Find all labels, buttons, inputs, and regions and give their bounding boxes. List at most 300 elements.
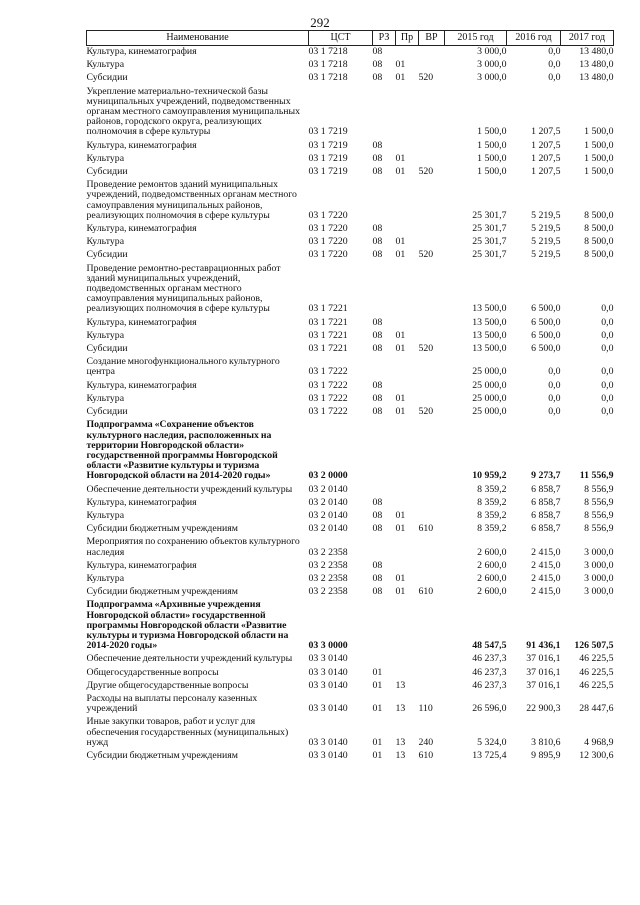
row-value-2017: 0,0 (601, 406, 614, 418)
row-pr (396, 497, 419, 510)
row-cst: 03 3 0000 (308, 640, 348, 652)
row-name: Обеспечение деятельности учреждений культуры (86, 483, 293, 495)
row-cst: 03 2 0140 (308, 509, 348, 521)
row-value-2015: 25 301,7 (472, 236, 507, 248)
row-name: Субсидии бюджетным учреждениям (86, 586, 238, 598)
row-cst: 03 1 7221 (308, 316, 348, 328)
row-value-2016: 2 415,0 (531, 572, 561, 584)
row-value-2017: 0,0 (601, 379, 614, 391)
row-value-2017: 1 500,0 (584, 139, 614, 151)
row-name: Культура (86, 152, 125, 164)
row-value-2016: 0,0 (548, 406, 561, 418)
row-value-2016: 91 436,1 (526, 640, 561, 652)
row-pr: 13 (395, 736, 406, 748)
row-cst: 03 2 0140 (308, 496, 348, 508)
row-value-2016: 1 207,5 (531, 126, 561, 138)
row-rz: 01 (372, 666, 383, 678)
row-value-2016: 0,0 (548, 379, 561, 391)
row-vr (419, 236, 445, 249)
row-cst: 03 1 7219 (308, 139, 348, 151)
row-value-2016: 0,0 (548, 72, 561, 84)
row-value-2017: 0,0 (601, 392, 614, 404)
table-row (87, 166, 614, 179)
row-value-2016: 0,0 (548, 392, 561, 404)
row-name: Укрепление материально-технической базы муниципальных учреждений, подведомственных органам местного самоуправления муниципальных районов, городского округа, реализующих полномочия в сфере культуры (86, 85, 301, 138)
table-row (87, 179, 614, 223)
row-vr (419, 86, 445, 140)
row-cst: 03 1 7221 (308, 303, 348, 315)
row-vr (419, 317, 445, 330)
row-name: Субсидии бюджетным учреждениям (86, 749, 238, 761)
row-vr (419, 680, 445, 693)
row-value-2017: 0,0 (601, 366, 614, 378)
table-row (87, 523, 614, 536)
row-cst: 03 2 0140 (308, 483, 348, 495)
subprogram-row (87, 599, 614, 653)
table-row (87, 750, 614, 763)
row-value-2015: 1 500,0 (477, 166, 507, 178)
row-pr (396, 667, 419, 680)
table-row (87, 72, 614, 85)
row-rz: 08 (372, 559, 383, 571)
row-value-2016: 9 273,7 (531, 470, 561, 482)
row-cst: 03 2 2358 (308, 546, 348, 558)
row-pr: 01 (395, 152, 406, 164)
row-name: Культура (86, 572, 125, 584)
row-value-2016: 5 219,5 (531, 249, 561, 261)
row-rz: 08 (372, 166, 383, 178)
column-header-rz: РЗ (373, 31, 396, 46)
row-vr (419, 153, 445, 166)
row-name: Культура (86, 59, 125, 71)
table-row (87, 343, 614, 356)
row-vr: 520 (418, 343, 434, 355)
row-rz: 08 (372, 236, 383, 248)
row-value-2017: 8 500,0 (584, 249, 614, 261)
row-value-2016: 6 500,0 (531, 303, 561, 315)
row-name: Культура (86, 392, 125, 404)
row-vr: 110 (418, 703, 433, 715)
row-value-2015: 26 596,0 (472, 703, 507, 715)
row-value-2016: 1 207,5 (531, 166, 561, 178)
row-value-2017: 3 000,0 (584, 572, 614, 584)
row-rz: 08 (372, 523, 383, 535)
column-header-vr: ВР (419, 31, 445, 46)
row-value-2016: 37 016,1 (526, 666, 561, 678)
row-pr (396, 484, 419, 497)
row-value-2017: 8 556,9 (584, 496, 614, 508)
row-pr: 01 (395, 72, 406, 84)
row-value-2015: 46 237,3 (472, 666, 507, 678)
row-pr (396, 223, 419, 236)
row-value-2016: 1 207,5 (531, 139, 561, 151)
row-cst: 03 2 0000 (308, 470, 348, 482)
row-pr: 01 (395, 249, 406, 261)
row-value-2015: 46 237,3 (472, 679, 507, 691)
table-row (87, 317, 614, 330)
row-value-2015: 8 359,2 (477, 509, 507, 521)
table-row (87, 330, 614, 343)
row-pr (396, 46, 419, 60)
row-value-2015: 2 600,0 (477, 572, 507, 584)
table-row (87, 59, 614, 72)
row-name: Иные закупки товаров, работ и услуг для обеспечения государственных (муниципальных) нужд (86, 716, 289, 748)
row-rz: 08 (372, 343, 383, 355)
table-row (87, 406, 614, 419)
table-row (87, 236, 614, 249)
row-value-2017: 12 300,6 (579, 749, 614, 761)
row-value-2015: 13 500,0 (472, 303, 507, 315)
row-vr (419, 510, 445, 523)
row-value-2015: 25 301,7 (472, 223, 507, 235)
row-vr (419, 599, 445, 653)
row-rz: 01 (372, 736, 383, 748)
row-name: Культура (86, 509, 125, 521)
row-cst: 03 3 0140 (308, 736, 348, 748)
row-value-2017: 13 480,0 (579, 46, 614, 57)
row-vr: 610 (418, 749, 434, 761)
row-vr (419, 330, 445, 343)
table-row (87, 573, 614, 586)
row-pr (396, 86, 419, 140)
table-row (87, 46, 614, 60)
table-row (87, 693, 614, 716)
row-pr: 13 (395, 749, 406, 761)
row-vr (419, 393, 445, 406)
row-value-2017: 4 968,9 (584, 736, 614, 748)
row-rz (373, 653, 396, 666)
row-value-2015: 3 000,0 (477, 59, 507, 71)
row-cst: 03 1 7218 (308, 59, 348, 71)
row-rz: 08 (372, 406, 383, 418)
row-vr: 610 (418, 586, 434, 598)
table-row (87, 497, 614, 510)
table-row (87, 653, 614, 666)
row-value-2016: 6 858,7 (531, 496, 561, 508)
row-cst: 03 3 0140 (308, 653, 348, 665)
table-row (87, 484, 614, 497)
row-rz (373, 536, 396, 559)
row-value-2015: 25 000,0 (472, 406, 507, 418)
row-vr (419, 484, 445, 497)
row-value-2017: 1 500,0 (584, 126, 614, 138)
row-value-2015: 1 500,0 (477, 139, 507, 151)
row-value-2016: 2 415,0 (531, 586, 561, 598)
row-pr: 01 (395, 329, 406, 341)
row-value-2015: 48 547,5 (472, 640, 507, 652)
row-value-2017: 8 556,9 (584, 523, 614, 535)
row-name: Общегосударственные вопросы (86, 666, 219, 678)
row-value-2016: 6 858,7 (531, 523, 561, 535)
row-value-2015: 3 000,0 (477, 46, 507, 57)
row-value-2015: 3 000,0 (477, 72, 507, 84)
row-value-2016: 6 500,0 (531, 329, 561, 341)
row-name: Подпрограмма «Архивные учреждения Новгородской области» государственной программы Новгородской области «Развитие культуры и туризма Новгородской области на 2014-2020 годы» (86, 599, 289, 652)
row-name: Субсидии (86, 343, 128, 355)
row-cst: 03 2 2358 (308, 572, 348, 584)
row-pr (396, 263, 419, 317)
row-name: Субсидии (86, 406, 128, 418)
row-value-2016: 0,0 (548, 366, 561, 378)
table-row (87, 153, 614, 166)
row-value-2015: 8 359,2 (477, 483, 507, 495)
row-value-2017: 3 000,0 (584, 546, 614, 558)
row-rz: 08 (372, 316, 383, 328)
row-pr (396, 536, 419, 559)
row-cst: 03 3 0140 (308, 749, 348, 761)
row-vr (419, 356, 445, 379)
row-name: Субсидии (86, 249, 128, 261)
column-header-2016: 2016 год (507, 31, 561, 46)
row-vr (419, 263, 445, 317)
row-pr (396, 179, 419, 223)
row-value-2017: 0,0 (601, 343, 614, 355)
budget-table (86, 30, 614, 763)
table-row (87, 380, 614, 393)
row-value-2016: 6 500,0 (531, 343, 561, 355)
row-pr: 01 (395, 236, 406, 248)
row-value-2017: 0,0 (601, 316, 614, 328)
row-pr (396, 560, 419, 573)
column-header-name: Наименование (87, 31, 309, 46)
row-value-2015: 1 500,0 (477, 126, 507, 138)
row-vr (419, 667, 445, 680)
row-name: Создание многофункционального культурного центра (86, 356, 280, 378)
row-vr: 520 (418, 406, 434, 418)
row-value-2016: 2 415,0 (531, 546, 561, 558)
row-value-2015: 46 237,3 (472, 653, 507, 665)
row-value-2017: 8 500,0 (584, 223, 614, 235)
row-value-2015: 2 600,0 (477, 559, 507, 571)
row-rz: 08 (372, 586, 383, 598)
table-row (87, 223, 614, 236)
row-pr: 13 (395, 679, 406, 691)
table-header (87, 31, 614, 46)
row-value-2016: 5 219,5 (531, 209, 561, 221)
row-pr (396, 419, 419, 483)
row-value-2017: 46 225,5 (579, 653, 614, 665)
row-rz: 08 (372, 572, 383, 584)
row-name: Подпрограмма «Сохранение объектов культурного наследия, расположенных на территории Новгородской области» государственной программы Новгородской области «Развитие культуры и туризма Новгородской области на 2014-2020 годы» (86, 419, 278, 482)
row-pr: 01 (395, 523, 406, 535)
table-row (87, 393, 614, 406)
row-cst: 03 1 7219 (308, 152, 348, 164)
row-name: Культура, кинематография (86, 559, 197, 571)
row-value-2015: 13 500,0 (472, 329, 507, 341)
row-value-2017: 28 447,6 (579, 703, 614, 715)
row-value-2015: 13 500,0 (472, 343, 507, 355)
row-cst: 03 1 7222 (308, 406, 348, 418)
row-value-2017: 13 480,0 (579, 72, 614, 84)
row-value-2016: 0,0 (548, 59, 561, 71)
row-value-2015: 25 301,7 (472, 209, 507, 221)
row-value-2016: 6 858,7 (531, 483, 561, 495)
column-header-2017: 2017 год (561, 31, 614, 46)
row-pr: 01 (395, 59, 406, 71)
row-name: Культура, кинематография (86, 46, 197, 57)
row-rz: 08 (372, 72, 383, 84)
row-value-2017: 1 500,0 (584, 166, 614, 178)
row-value-2016: 5 219,5 (531, 223, 561, 235)
row-cst: 03 3 0140 (308, 703, 348, 715)
row-vr (419, 380, 445, 393)
row-name: Культура, кинематография (86, 379, 197, 391)
row-cst: 03 1 7222 (308, 379, 348, 391)
row-value-2017: 46 225,5 (579, 679, 614, 691)
row-name: Субсидии бюджетным учреждениям (86, 523, 238, 535)
row-name: Расходы на выплаты персоналу казенных учреждений (86, 692, 258, 715)
row-rz: 08 (372, 509, 383, 521)
row-vr: 520 (418, 166, 434, 178)
row-cst: 03 3 0140 (308, 679, 348, 691)
row-pr: 01 (395, 392, 406, 404)
table-row (87, 716, 614, 750)
row-pr (396, 356, 419, 379)
row-rz: 01 (372, 703, 383, 715)
table-row (87, 140, 614, 153)
row-rz: 08 (372, 46, 383, 57)
row-name: Мероприятия по сохранению объектов культурного наследия (86, 536, 300, 558)
row-value-2017: 126 507,5 (574, 640, 614, 652)
row-value-2015: 8 359,2 (477, 523, 507, 535)
row-value-2017: 8 500,0 (584, 236, 614, 248)
row-value-2017: 13 480,0 (579, 59, 614, 71)
row-vr: 520 (418, 72, 434, 84)
table-row (87, 560, 614, 573)
row-value-2016: 37 016,1 (526, 653, 561, 665)
row-vr: 520 (418, 249, 434, 261)
row-name: Культура, кинематография (86, 223, 197, 235)
row-value-2015: 1 500,0 (477, 152, 507, 164)
table-row (87, 249, 614, 262)
row-vr (419, 536, 445, 559)
row-vr (419, 573, 445, 586)
row-vr (419, 46, 445, 60)
row-vr (419, 653, 445, 666)
row-rz (373, 599, 396, 653)
row-cst: 03 1 7219 (308, 126, 348, 138)
row-rz (373, 179, 396, 223)
row-value-2015: 2 600,0 (477, 586, 507, 598)
row-rz: 08 (372, 59, 383, 71)
table-row (87, 586, 614, 599)
row-value-2015: 13 725,4 (472, 749, 507, 761)
row-value-2015: 8 359,2 (477, 496, 507, 508)
row-value-2017: 8 500,0 (584, 209, 614, 221)
row-name: Культура (86, 236, 125, 248)
row-pr (396, 317, 419, 330)
row-cst: 03 2 0140 (308, 523, 348, 535)
row-cst: 03 1 7220 (308, 223, 348, 235)
row-pr: 01 (395, 509, 406, 521)
row-name: Субсидии (86, 166, 128, 178)
row-pr (396, 599, 419, 653)
row-pr: 01 (395, 586, 406, 598)
row-rz: 08 (372, 249, 383, 261)
column-header-pr: Пр (396, 31, 419, 46)
table-row (87, 680, 614, 693)
row-value-2017: 0,0 (601, 303, 614, 315)
row-cst: 03 2 2358 (308, 559, 348, 571)
row-vr (419, 59, 445, 72)
row-pr (396, 653, 419, 666)
table-row (87, 667, 614, 680)
table-row (87, 536, 614, 559)
row-pr (396, 380, 419, 393)
row-rz: 01 (372, 679, 383, 691)
row-value-2015: 13 500,0 (472, 316, 507, 328)
row-vr (419, 179, 445, 223)
row-vr (419, 223, 445, 236)
row-cst: 03 1 7221 (308, 329, 348, 341)
row-value-2015: 25 000,0 (472, 392, 507, 404)
row-rz (373, 263, 396, 317)
row-vr (419, 140, 445, 153)
row-cst: 03 1 7221 (308, 343, 348, 355)
row-cst: 03 1 7220 (308, 249, 348, 261)
row-name: Другие общегосударственные вопросы (86, 679, 249, 691)
row-value-2017: 46 225,5 (579, 666, 614, 678)
row-value-2017: 8 556,9 (584, 483, 614, 495)
row-rz (373, 356, 396, 379)
row-value-2017: 0,0 (601, 329, 614, 341)
row-value-2017: 8 556,9 (584, 509, 614, 521)
row-cst: 03 3 0140 (308, 666, 348, 678)
row-pr: 01 (395, 572, 406, 584)
row-name: Проведение ремонтов зданий муниципальных учреждений, подведомственных органам местного самоуправления муниципальных районов, реализующих полномочия в сфере культуры (86, 179, 297, 221)
row-value-2015: 2 600,0 (477, 546, 507, 558)
row-vr (419, 560, 445, 573)
row-rz: 08 (372, 392, 383, 404)
row-value-2015: 10 959,2 (472, 470, 507, 482)
table-row (87, 263, 614, 317)
row-rz: 08 (372, 223, 383, 235)
row-rz: 01 (372, 749, 383, 761)
row-value-2016: 2 415,0 (531, 559, 561, 571)
row-cst: 03 1 7222 (308, 366, 348, 378)
row-value-2016: 5 219,5 (531, 236, 561, 248)
row-value-2016: 1 207,5 (531, 152, 561, 164)
row-vr (419, 419, 445, 483)
row-value-2016: 37 016,1 (526, 679, 561, 691)
row-name: Проведение ремонтно-реставрационных работ зданий муниципальных учреждений, подведомственных органам местного самоуправления муниципальных районов, реализующих полномочия в сфере культуры (86, 262, 281, 315)
row-pr: 01 (395, 343, 406, 355)
row-name: Культура (86, 329, 125, 341)
row-cst: 03 1 7220 (308, 236, 348, 248)
row-rz: 08 (372, 152, 383, 164)
row-value-2016: 6 858,7 (531, 509, 561, 521)
row-pr (396, 140, 419, 153)
page-number: 292 (310, 15, 330, 30)
row-vr: 610 (418, 523, 434, 535)
row-vr: 240 (418, 736, 434, 748)
row-rz (373, 86, 396, 140)
row-rz: 08 (372, 496, 383, 508)
row-value-2015: 25 000,0 (472, 366, 507, 378)
table-body (87, 46, 614, 764)
row-value-2017: 11 556,9 (579, 470, 614, 482)
column-header-cst: ЦСТ (309, 31, 373, 46)
row-rz: 08 (372, 329, 383, 341)
row-cst: 03 1 7218 (308, 46, 348, 57)
row-value-2016: 3 810,6 (531, 736, 561, 748)
row-cst: 03 2 2358 (308, 586, 348, 598)
row-value-2015: 5 324,0 (477, 736, 507, 748)
subprogram-row (87, 419, 614, 483)
row-rz: 08 (372, 379, 383, 391)
row-name: Обеспечение деятельности учреждений культуры (86, 653, 293, 665)
table-row (87, 356, 614, 379)
